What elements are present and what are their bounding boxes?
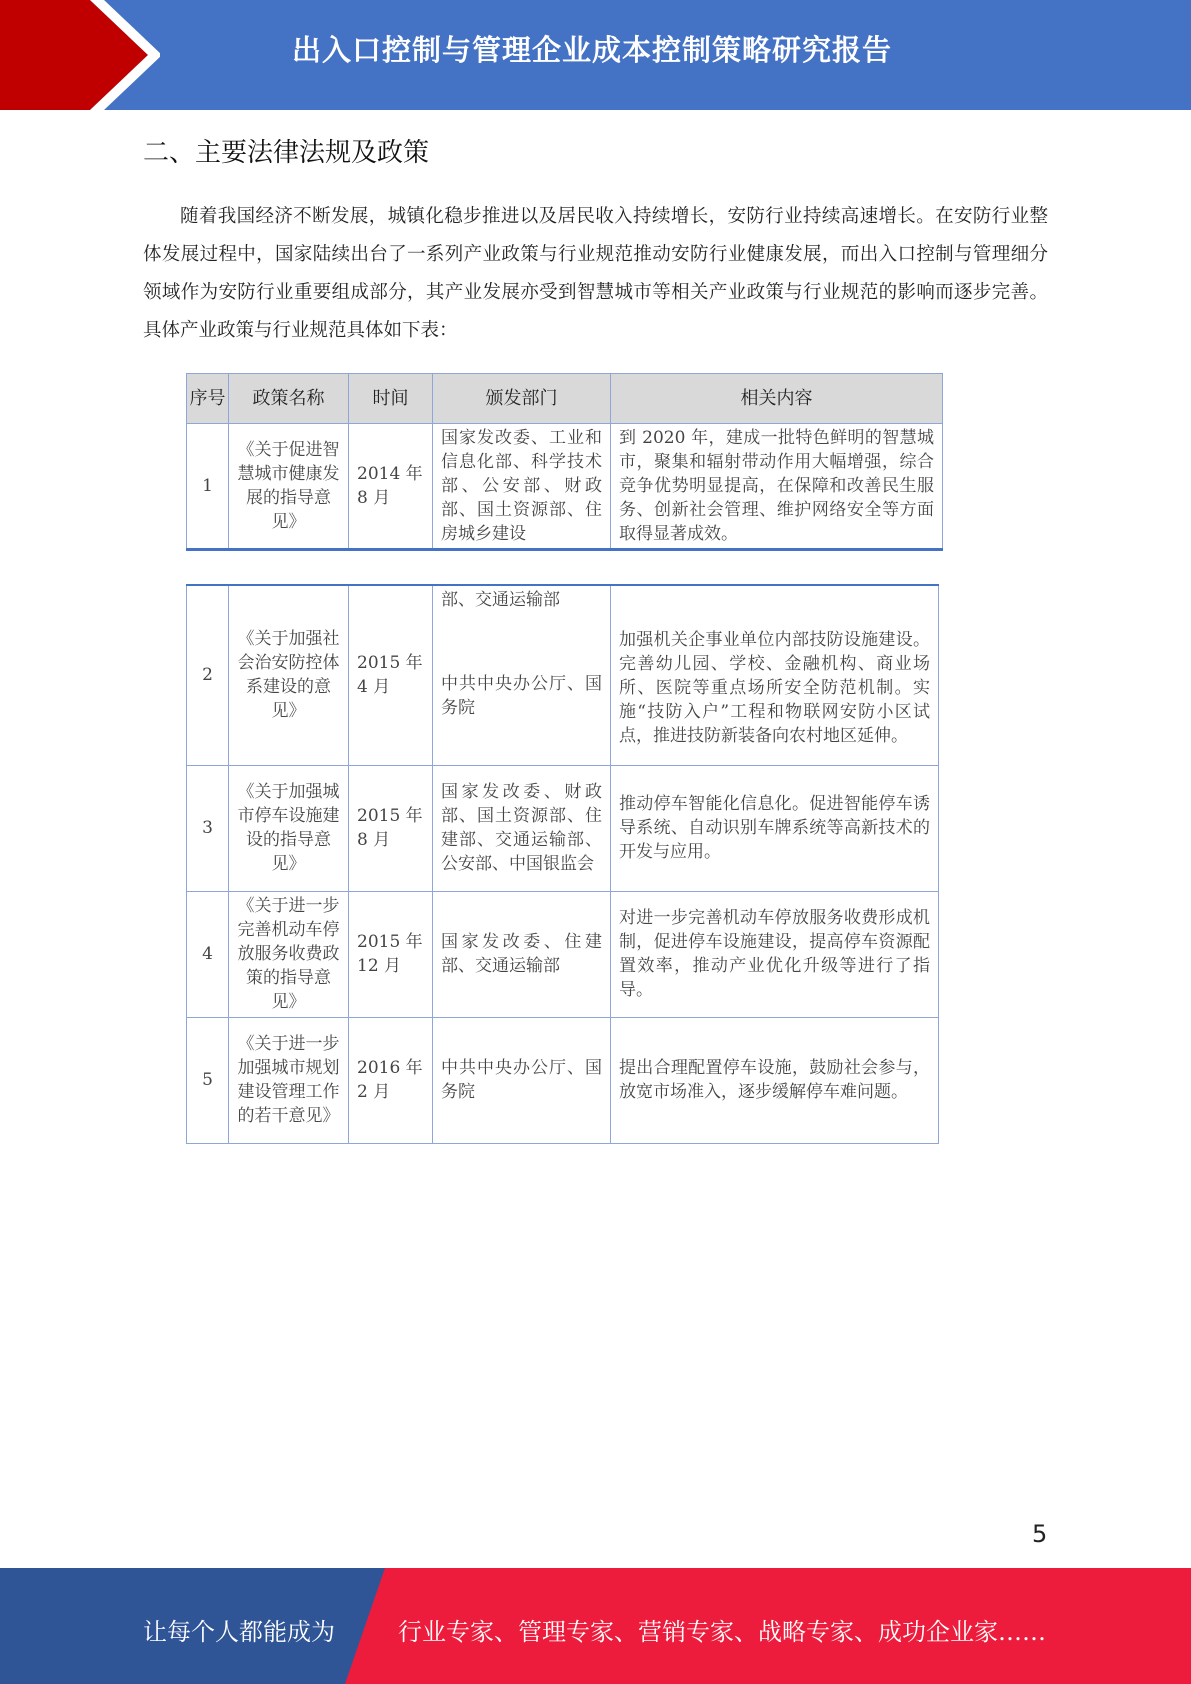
- table-header-row: [187, 374, 943, 424]
- row-name: 《关于促进智慧城市健康发展的指导意见》: [229, 424, 349, 550]
- row-content: 推动停车智能化信息化。促进智能停车诱导系统、自动识别车牌系统等高新技术的开发与应用。: [611, 765, 939, 891]
- row-dept: 国家发改委、财政部、国土资源部、住建部、交通运输部、公安部、中国银监会: [433, 765, 611, 891]
- section-heading: 二、主要法律法规及政策: [143, 138, 430, 168]
- row-num: 3: [187, 765, 229, 891]
- header-name: 政策名称: [229, 374, 349, 424]
- table-row: [187, 585, 939, 765]
- table-row: [187, 424, 943, 550]
- policy-table-part-2: [186, 584, 939, 1144]
- row-dept: 国家发改委、住建部、交通运输部: [433, 891, 611, 1017]
- row-num: 5: [187, 1017, 229, 1143]
- footer-slogan-left: 让每个人都能成为: [143, 1618, 335, 1646]
- row-name: 《关于加强社会治安防控体系建设的意见》: [229, 585, 349, 765]
- report-title: 出入口控制与管理企业成本控制策略研究报告: [292, 33, 893, 67]
- page-number: 5: [1032, 1520, 1048, 1548]
- row-time: 2014 年 8 月: [349, 424, 433, 550]
- footer-slogan-right: 行业专家、管理专家、营销专家、战略专家、成功企业家……: [398, 1618, 1046, 1646]
- row-time: 2015 年 4 月: [349, 585, 433, 765]
- header-num: 序号: [187, 374, 229, 424]
- row-dept-main: 中共中央办公厅、国务院: [441, 674, 602, 718]
- row-dept: [433, 585, 611, 765]
- policy-table-part-1: [186, 373, 943, 551]
- row-name: 《关于进一步完善机动车停放服务收费政策的指导意见》: [229, 891, 349, 1017]
- row-time: 2015 年 8 月: [349, 765, 433, 891]
- row-time: 2016 年 2 月: [349, 1017, 433, 1143]
- footer-bar: [0, 1568, 1191, 1684]
- header-time: 时间: [349, 374, 433, 424]
- header-dept: 颁发部门: [433, 374, 611, 424]
- header-bar: [0, 0, 1191, 110]
- intro-paragraph: 随着我国经济不断发展，城镇化稳步推进以及居民收入持续增长，安防行业持续高速增长。在安防行业整体发展过程中，国家陆续出台了一系列产业政策与行业规范推动安防行业健康发展，而出入口控制与管理细分领域作为安防行业重要组成部分，其产业发展亦受到智慧城市等相关产业政策与行业规范的影响而逐步完善。具体产业政策与行业规范具体如下表：: [143, 206, 1048, 341]
- row-content: 对进一步完善机动车停放服务收费形成机制，促进停车设施建设，提高停车资源配置效率，推动产业优化升级等进行了指导。: [611, 891, 939, 1017]
- row-num: 4: [187, 891, 229, 1017]
- row-dept: 国家发改委、工业和信息化部、科学技术部、公安部、财政部、国土资源部、住房城乡建设: [433, 424, 611, 550]
- chevron-arrow-icon: [0, 0, 160, 110]
- row-content: 到 2020 年，建成一批特色鲜明的智慧城市，聚集和辐射带动作用大幅增强，综合竞争优势明显提高，在保障和改善民生服务、创新社会管理、维护网络安全等方面取得显著成效。: [611, 424, 943, 550]
- table-row: [187, 891, 939, 1017]
- row-num: 2: [187, 585, 229, 765]
- row-content: 提出合理配置停车设施，鼓励社会参与，放宽市场准入，逐步缓解停车难问题。: [611, 1017, 939, 1143]
- row-time: 2015 年 12 月: [349, 891, 433, 1017]
- table-row: [187, 1017, 939, 1143]
- row-content: 加强机关企事业单位内部技防设施建设。完善幼儿园、学校、金融机构、商业场所、医院等重点场所安全防范机制。实施“技防入户”工程和物联网安防小区试点，推进技防新装备向农村地区延伸。: [611, 585, 939, 765]
- row-name: 《关于加强城市停车设施建设的指导意见》: [229, 765, 349, 891]
- row-dept-continued: 部、交通运输部: [441, 590, 560, 610]
- row-name: 《关于进一步加强城市规划建设管理工作的若干意见》: [229, 1017, 349, 1143]
- table-row: [187, 765, 939, 891]
- row-num: 1: [187, 424, 229, 550]
- header-content: 相关内容: [611, 374, 943, 424]
- row-dept: 中共中央办公厅、国务院: [433, 1017, 611, 1143]
